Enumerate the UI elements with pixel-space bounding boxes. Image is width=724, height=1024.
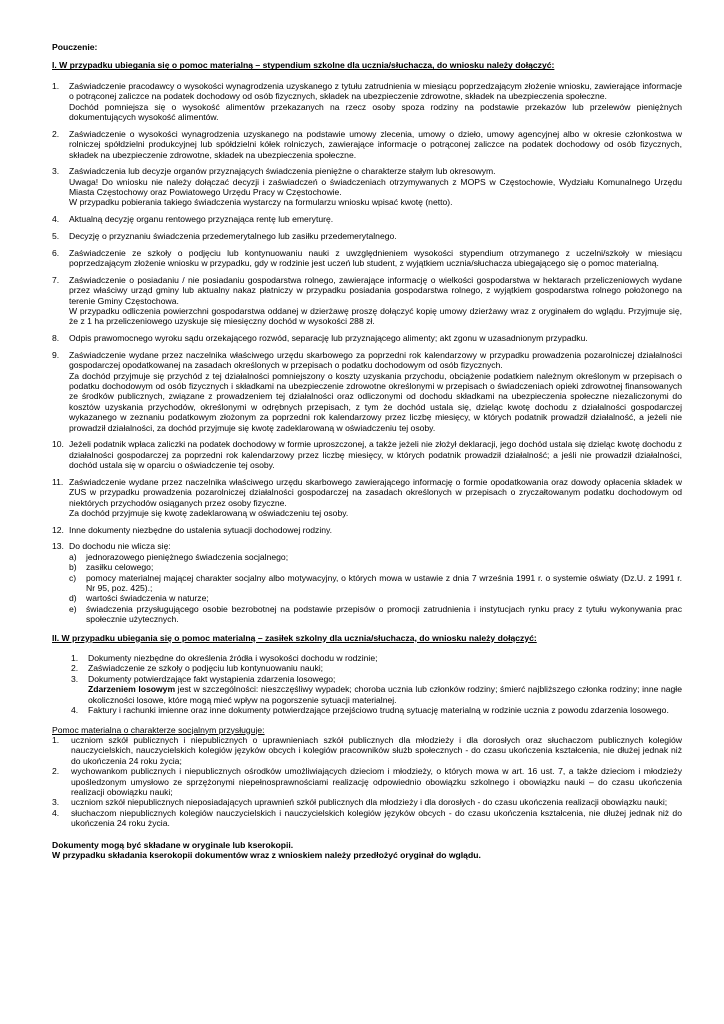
item-paragraph: Zaświadczenia lub decyzje organów przyznających świadczenia pieniężne o charakterze stałym lub okresowym. <box>69 166 496 177</box>
section-1-item <box>52 350 682 433</box>
item-paragraph: Zaświadczenie ze szkoły o podjęciu lub kontynuowaniu nauki z uwzględnieniem wysokości stypendium otrzymanego z uczelni/szkoły w miesiącu poprzedzającym złożenie wniosku w przypadku, gdy w rodzinie jest uczeń lub student, z wyjątkiem ucznia/słuchacza ubiegającego się o pomoc materialną. <box>69 247 682 268</box>
item-text: uczniom szkół publicznych i niepublicznych o uprawnieniach szkół publicznych dla młodzieży i dla dorosłych oraz słuchaczom publicznych kolegiów nauczycielskich, nauczycielskich kolegiów języków obcych i kolegiów pracowników służb społecznych - do czasu ukończenia kształcenia, nie dłużej jednak niż do ukończenia 24 roku życia; <box>71 734 682 766</box>
item-number: 5. <box>52 230 60 241</box>
sub-item-text: wartości świadczenia w naturze; <box>86 593 209 604</box>
item-number: 3. <box>71 673 79 684</box>
item-bold-term: Zdarzeniem losowym <box>88 684 176 695</box>
item-paragraph: Za dochód przyjmuje się przychód z tej działalności pomniejszony o koszty uzyskania przychodu, obciążenie podatkiem należnym określonym w przepisach o podatku dochodowym od osób fizycznych i składkami na ubezpieczenie zdrowotne określonymi w przepisach o świadczeniach opieki zdrowotnej finansowanych ze środków publicznych, związane z prowadzeniem tej działalności oraz odliczonymi od dochodu składkami na ubezpieczenia społeczne niezaliczonymi do kosztów uzyskania przychodów, określonymi w odrębnych przepisach, z tym że dochód ustala się, dzieląc kwotę dochodu z działalności gospodarczej wykazanego w zeznaniu podatkowym złożonym za poprzedni rok kalendarzowy przez liczbę miesięcy, w których podatnik prowadził działalność, a jeżeli nie prowadził działalności, za dochód przyjmuje się kwotę zadeklarowaną w oświadczeniu tej osoby. <box>69 370 682 433</box>
sub-item-text: zasiłku celowego; <box>86 562 154 573</box>
pomoc-item <box>52 808 682 829</box>
sub-item <box>69 604 682 625</box>
item-number: 11. <box>52 476 64 487</box>
item-text: uczniom szkół niepublicznych nieposiadających uprawnień szkół publicznych dla młodzieży i dla dorosłych - do czasu ukończenia realizacji obowiązku nauki; <box>71 797 668 808</box>
item-paragraph: Zaświadczenie wydane przez naczelnika właściwego urzędu skarbowego zawierającego informację o formie opodatkowania oraz dowody opłacenia składek w ZUS w przypadku prowadzenia pozarolniczej działalności gospodarczej na zasadach określonych w przepisach o zryczałtowanym podatku dochodowym od niektórych przychodów osiąganych przez osoby fizyczne. <box>69 476 682 508</box>
item-number: 2. <box>52 128 60 139</box>
section-1-item <box>52 248 682 269</box>
item-text: wychowankom publicznych i niepublicznych ośrodków umożliwiających dzieciom i młodzieży, o których mowa w art. 16 ust. 7, a także dzieciom i młodzieży upośledzonym umysłowo ze sprzężonymi niepełnosprawnościami realizację odpowiednio obowiązku szkolnego i obowiązku nauki – do czasu ukończenia realizacji obowiązku nauki; <box>71 766 682 797</box>
sub-item-letter: b) <box>69 562 77 573</box>
item-text: słuchaczom niepublicznych kolegiów nauczycielskich i nauczycielskich kolegiów języków obcych - do czasu ukończenia kształcenia, nie dłużej jednak niż do ukończenia 24 roku życia. <box>71 807 682 829</box>
section-1-heading: I. W przypadku ubiegania się o pomoc materialną – stypendium szkolne dla ucznia/słuchacza, do wniosku należy dołączyć: <box>52 60 555 71</box>
item-paragraph: Dochód pomniejsza się o wysokość alimentów przekazanych na rzecz osoby spoza rodziny na podstawie przekazów lub przelewów pieniężnych dokumentujących wysokość alimentów. <box>69 101 682 123</box>
sub-item-letter: d) <box>69 593 77 604</box>
section-1-list <box>52 81 682 535</box>
section-1-item <box>52 333 682 343</box>
section-2-item <box>52 663 682 673</box>
item-paragraph: Decyzję o przyznaniu świadczenia przedemerytalnego lub zasiłku przedemerytalnego. <box>69 230 397 241</box>
item-number: 9. <box>52 349 60 360</box>
section-2-item <box>52 653 682 663</box>
item-paragraph: Za dochód przyjmuje się kwotę zadeklarowaną w oświadczeniu tej osoby. <box>69 508 349 518</box>
sub-item <box>69 552 682 562</box>
item-text: Do dochodu nie wlicza się: <box>69 541 171 552</box>
section-2-item <box>52 705 682 715</box>
item-paragraph: Odpis prawomocnego wyroku sądu orzekającego rozwód, separację lub przyznającego alimenty; akt zgonu w uzasadnionym przypadku. <box>69 333 588 344</box>
item-number: 7. <box>52 274 60 285</box>
item-paragraph: Jeżeli podatnik wpłaca zaliczki na podatek dochodowy w formie uproszczonej, a także jeżeli nie złożył deklaracji, jego dochód ustala się dzieląc kwotę dochodu z działalności gospodarczej za poprzedni rok kalendarzowy przez liczbę miesięcy, w których podatnik prowadził działalność; a jeśli nie prowadził działalności, dochód ustala się w oparciu o oświadczenie tej osoby. <box>69 439 682 471</box>
item-number: 1. <box>52 734 60 745</box>
item-paragraph: Inne dokumenty niezbędne do ustalenia sytuacji dochodowej rodziny. <box>69 524 333 535</box>
item-paragraph: Zaświadczenie o posiadaniu / nie posiadaniu gospodarstwa rolnego, zawierające informację o wielkości gospodarstwa w hektarach przeliczeniowych wydane przez właściwy urząd gminy lub aktualny nakaz płatniczy w przypadku posiadania gospodarstwa rolnego, z wyjątkiem gospodarstwa rolnego położonego na terenie Gminy Częstochowa. <box>69 274 682 306</box>
item-paragraph: Zaświadczenie wydane przez naczelnika właściwego urzędu skarbowego za poprzedni rok kalendarzowy w przypadku prowadzenia pozarolniczej działalności gospodarczej opodatkowanej na zasadach określonych w przepisach o podatku dochodowym od osób fizycznych. <box>69 349 682 371</box>
item-number: 8. <box>52 333 60 344</box>
item-number: 6. <box>52 247 60 258</box>
sub-item <box>69 593 682 603</box>
sub-item-text: pomocy materialnej mającej charakter socjalny albo motywacyjny, o których mowa w ustawie z dnia 7 września 1991 r. o systemie oświaty (Dz.U. z 1991 r. Nr 95, poz. 425).; <box>86 572 682 594</box>
sub-item-letter: c) <box>69 572 77 583</box>
section-2-item <box>52 674 682 684</box>
item-13-sublist <box>69 552 682 625</box>
item-text: jest w szczególności: nieszczęśliwy wypadek; choroba ucznia lub członków rodziny; śmierć najbliższego członka rodziny; inne nagłe okoliczności losowe, które mogą mieć wpływ na pogorszenie sytuacji materialnej. <box>88 684 682 705</box>
section-1-item <box>52 477 682 519</box>
pomoc-item <box>52 766 682 797</box>
sub-item-letter: a) <box>69 551 77 562</box>
item-paragraph: Uwaga! Do wniosku nie należy dołączać decyzji i zaświadczeń o świadczeniach otrzymywanych z MOPS w Częstochowie, Wydziału Komunalnego Urzędu Miasta Częstochowy oraz Powiatowego Urzędu Pracy w Częstochowie. <box>69 176 682 198</box>
section-2-item <box>52 684 682 705</box>
item-paragraph: Aktualną decyzję organu rentowego przyznająca rentę lub emeryturę. <box>69 214 334 225</box>
item-number: 3. <box>52 166 60 177</box>
item-number: 2. <box>52 766 60 777</box>
section-1-item <box>52 231 682 241</box>
item-number: 1. <box>71 653 79 664</box>
section-1-item <box>52 439 682 470</box>
item-number: 2. <box>71 663 79 674</box>
item-number: 1. <box>52 80 60 91</box>
sub-item-letter: e) <box>69 603 77 614</box>
section-1-item <box>52 81 682 123</box>
section-2-list <box>52 653 682 715</box>
item-paragraph: Zaświadczenie o wysokości wynagrodzenia uzyskanego na podstawie umowy zlecenia, umowy o dzieło, umowy agencyjnej albo w okresie członkostwa w rolniczej spółdzielni produkcyjnej lub spółdzielni kółek rolniczych, zawierające informacje o potrąconej zaliczce na podatek dochodowy od osób fizycznych, składek na ubezpieczenie zdrowotne, składek na ubezpieczenia społeczne. <box>69 128 682 160</box>
pomoc-heading: Pomoc materialna o charakterze socjalnym przysługuje: <box>52 724 265 735</box>
item-number: 4. <box>71 705 79 716</box>
section-1-item <box>52 129 682 160</box>
sub-item <box>69 562 682 572</box>
pomoc-list <box>52 735 682 829</box>
sub-item-text: świadczenia przysługującego osobie bezrobotnej na podstawie przepisów o promocji zatrudnienia i instytucjach rynku pracy z tytułu wykonywania prac społecznie użytecznych. <box>86 603 682 625</box>
section-1-item <box>52 166 682 208</box>
item-text: Faktury i rachunki imienne oraz inne dokumenty potwierdzające przejściowo trudną sytuację materialną w rodzinie ucznia z powodu zdarzenia losowego. <box>88 705 669 716</box>
item-number: 13. <box>52 541 64 552</box>
section-1-item <box>52 525 682 535</box>
item-paragraph: Zaświadczenie pracodawcy o wysokości wynagrodzenia uzyskanego z tytułu zatrudnienia w miesiącu poprzedzającym złożenie wniosku, zawierające informacje o potrąconej zaliczce na podatek dochodowy od osób fizycznych, składek na ubezpieczenie zdrowotne, składek na ubezpieczenia społeczne. <box>69 80 682 102</box>
section-1-item-13 <box>52 541 682 624</box>
section-2-heading: II. W przypadku ubiegania się o pomoc materialną – zasiłek szkolny dla ucznia/słuchacza, do wniosku należy dołączyć: <box>52 632 537 643</box>
item-number: 10. <box>52 439 64 450</box>
sub-item-text: jednorazowego pieniężnego świadczenia socjalnego; <box>86 551 289 562</box>
item-text: Dokumenty niezbędne do określenia źródła i wysokości dochodu w rodzinie; <box>88 653 378 664</box>
item-number: 12. <box>52 524 64 535</box>
item-paragraph: W przypadku pobierania takiego świadczenia wystarczy na formularzu wniosku wpisać kwotę (netto). <box>69 197 453 208</box>
section-1-item <box>52 214 682 224</box>
section-1-item <box>52 275 682 327</box>
pomoc-item <box>52 735 682 766</box>
document-page <box>52 42 682 860</box>
footer-note-2: W przypadku składania kserokopii dokumentów wraz z wnioskiem należy przedłożyć oryginał do wglądu. <box>52 849 481 860</box>
item-number: 4. <box>52 214 60 225</box>
document-title: Pouczenie: <box>52 42 98 52</box>
item-text: Dokumenty potwierdzające fakt wystąpienia zdarzenia losowego; <box>88 673 336 684</box>
sub-item <box>69 573 682 594</box>
item-text: Zaświadczenie ze szkoły o podjęciu lub kontynuowaniu nauki; <box>88 663 324 674</box>
pomoc-item <box>52 797 682 807</box>
item-paragraph: W przypadku odliczenia powierzchni gospodarstwa oddanej w dzierżawę proszę dołączyć kopię umowy dzierżawy wraz z oryginałem do wglądu. Przyjmuje się, że z 1 ha przeliczeniowego uzyskuje się miesięczny dochód w wysokości 288 zł. <box>69 305 682 327</box>
footer-note-1: Dokumenty mogą być składane w oryginale lub kserokopii. <box>52 839 294 850</box>
item-number: 3. <box>52 797 60 808</box>
item-number: 4. <box>52 807 60 818</box>
